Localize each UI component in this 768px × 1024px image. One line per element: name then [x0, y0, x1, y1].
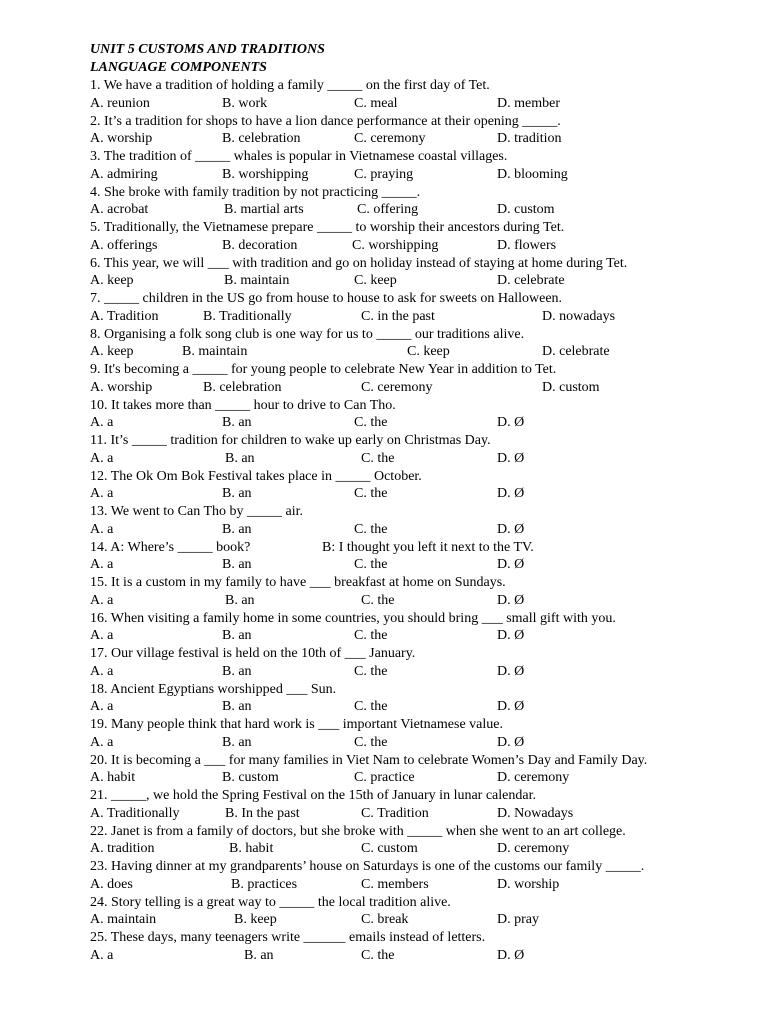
option-b[interactable]: B. decoration [222, 237, 298, 253]
option-c[interactable]: C. the [354, 557, 388, 573]
option-c[interactable]: C. break [361, 912, 409, 928]
option-d[interactable]: D. member [497, 95, 560, 111]
question-23 [90, 858, 730, 894]
option-c[interactable]: C. the [354, 521, 388, 537]
question-text: 21. _____, we hold the Spring Festival on the 15th of January in lunar calendar. [90, 788, 536, 803]
option-c[interactable]: C. the [361, 450, 395, 466]
question-text: 24. Story telling is a great way to _____ the local tradition alive. [90, 894, 451, 910]
question-text: 7. _____ children in the US go from house to house to ask for sweets on Halloween. [90, 291, 563, 306]
option-a[interactable]: A. a [90, 628, 114, 644]
question-stem-line [90, 148, 730, 166]
answer-options [90, 272, 730, 290]
option-d[interactable]: D. ceremony [497, 770, 570, 786]
option-a[interactable]: A. a [90, 947, 114, 963]
option-c[interactable]: C. ceremony [354, 131, 426, 147]
option-b[interactable]: B. an [222, 734, 252, 750]
question-list [90, 77, 730, 965]
option-d[interactable]: D. Ø [497, 592, 525, 608]
option-b[interactable]: B. an [244, 947, 274, 963]
option-b[interactable]: B. an [222, 663, 252, 679]
question-text: 15. It is a custom in my family to have ___ breakfast at home on Sundays. [90, 575, 506, 590]
option-b[interactable]: B. an [222, 486, 252, 502]
option-a[interactable]: A. worship [90, 131, 153, 147]
option-c[interactable]: C. ceremony [361, 379, 433, 395]
question-text: 12. The Ok Om Bok Festival takes place in _____ October. [90, 468, 422, 484]
question-text: 25. These days, many teenagers write ______ emails instead of letters. [90, 930, 486, 945]
question-20 [90, 752, 730, 788]
option-b[interactable]: B. celebration [222, 131, 301, 147]
question-stem-line [90, 858, 730, 876]
option-a[interactable]: A. a [90, 592, 114, 608]
option-b[interactable]: B. custom [222, 770, 279, 786]
option-c[interactable]: C. praying [354, 166, 414, 182]
question-2 [90, 113, 730, 149]
question-text: 10. It takes more than _____ hour to drive to Can Tho. [90, 397, 396, 413]
question-stem-line [90, 787, 730, 805]
question-text: 6. This year, we will ___ with tradition and go on holiday instead of staying at home during Tet. [90, 255, 628, 271]
option-d[interactable]: D. Ø [497, 415, 525, 431]
question-15 [90, 574, 730, 610]
option-d[interactable]: D. Ø [497, 663, 525, 679]
option-c[interactable]: C. the [361, 592, 395, 608]
answer-options [90, 627, 730, 645]
option-d[interactable]: D. Ø [497, 734, 525, 750]
option-a[interactable]: A. tradition [90, 841, 155, 857]
question-stem-line [90, 539, 730, 557]
option-b[interactable]: B. keep [234, 912, 277, 928]
answer-options [90, 237, 730, 255]
question-stem-line [90, 823, 730, 841]
option-a[interactable]: A. a [90, 699, 114, 715]
question-8 [90, 326, 730, 362]
option-a[interactable]: A. Tradition [90, 308, 159, 324]
option-a[interactable]: A. keep [90, 344, 134, 360]
option-a[interactable]: A. admiring [90, 166, 158, 182]
option-d[interactable]: D. tradition [497, 131, 562, 147]
answer-options [90, 734, 730, 752]
question-9 [90, 361, 730, 397]
answer-options [90, 130, 730, 148]
option-b[interactable]: B. an [222, 557, 252, 573]
answer-options [90, 343, 730, 361]
question-stem-line [90, 255, 730, 273]
question-text-part-2: B: I thought you left it next to the TV. [322, 539, 534, 555]
option-d[interactable]: D. nowadays [542, 308, 616, 324]
question-stem-line [90, 77, 730, 95]
option-b[interactable]: B. work [222, 95, 268, 111]
option-c[interactable]: C. keep [354, 273, 397, 289]
question-stem-line [90, 574, 730, 592]
question-17 [90, 645, 730, 681]
option-c[interactable]: C. meal [354, 95, 398, 111]
answer-options [90, 201, 730, 219]
question-text: 17. Our village festival is held on the 10th of ___ January. [90, 646, 416, 661]
answer-options [90, 769, 730, 787]
question-stem-line [90, 503, 730, 521]
option-c[interactable]: C. the [354, 699, 388, 715]
question-stem-line [90, 716, 730, 734]
option-c[interactable]: C. the [354, 628, 388, 644]
option-b[interactable]: B. an [222, 415, 252, 431]
answer-options [90, 521, 730, 539]
option-d[interactable]: D. pray [497, 912, 539, 928]
question-11 [90, 432, 730, 468]
section-title: LANGUAGE COMPONENTS [90, 60, 267, 75]
option-b[interactable]: B. celebration [203, 379, 282, 395]
option-b[interactable]: B. practices [231, 876, 298, 892]
question-text: 16. When visiting a family home in some countries, you should bring ___ small gift with you. [90, 610, 616, 626]
answer-options [90, 911, 730, 929]
question-text: 19. Many people think that hard work is ___ important Vietnamese value. [90, 717, 503, 732]
option-b[interactable]: B. an [225, 450, 255, 466]
answer-options [90, 95, 730, 113]
option-d[interactable]: D. Ø [497, 450, 525, 466]
answer-options [90, 308, 730, 326]
option-d[interactable]: D. flowers [497, 237, 557, 253]
question-stem-line [90, 752, 730, 770]
question-stem-line [90, 681, 730, 699]
question-stem-line [90, 432, 730, 450]
option-d[interactable]: D. blooming [497, 166, 568, 182]
question-4 [90, 184, 730, 220]
option-a[interactable]: A. maintain [90, 912, 157, 928]
option-c[interactable]: C. custom [361, 841, 418, 857]
question-stem-line [90, 894, 730, 912]
question-text: 8. Organising a folk song club is one way for us to _____ our traditions alive. [90, 326, 525, 342]
option-b[interactable]: B. maintain [182, 344, 248, 360]
option-d[interactable]: D. Ø [497, 557, 525, 573]
question-25 [90, 929, 730, 965]
question-6 [90, 255, 730, 291]
option-a[interactable]: A. offerings [90, 237, 158, 253]
question-5 [90, 219, 730, 255]
option-b[interactable]: B. an [222, 699, 252, 715]
option-c[interactable]: C. keep [407, 344, 450, 360]
question-text: 13. We went to Can Tho by _____ air. [90, 504, 304, 519]
option-c[interactable]: C. the [354, 663, 388, 679]
option-d[interactable]: D. ceremony [497, 841, 570, 857]
question-stem-line [90, 361, 730, 379]
option-a[interactable]: A. habit [90, 770, 136, 786]
answer-options [90, 414, 730, 432]
question-text: 4. She broke with family tradition by not practicing _____. [90, 184, 421, 200]
option-d[interactable]: D. celebrate [497, 273, 565, 289]
option-b[interactable]: B. In the past [225, 805, 300, 821]
option-a[interactable]: A. does [90, 876, 133, 892]
answer-options [90, 947, 730, 965]
option-d[interactable]: D. Ø [497, 521, 525, 537]
option-a[interactable]: A. a [90, 415, 114, 431]
question-16 [90, 610, 730, 646]
option-a[interactable]: A. worship [90, 379, 153, 395]
question-text: 2. It’s a tradition for shops to have a lion dance performance at their opening _____. [90, 113, 561, 129]
option-a[interactable]: A. Traditionally [90, 805, 180, 821]
option-d[interactable]: D. celebrate [542, 344, 610, 360]
option-a[interactable]: A. a [90, 734, 114, 750]
option-c[interactable]: C. practice [354, 770, 415, 786]
option-a[interactable]: A. a [90, 450, 114, 466]
answer-options [90, 485, 730, 503]
question-text: 23. Having dinner at my grandparents’ house on Saturdays is one of the customs our family _____. [90, 859, 645, 874]
option-c[interactable]: C. the [354, 734, 388, 750]
option-c[interactable]: C. in the past [361, 308, 435, 324]
question-10 [90, 397, 730, 433]
question-stem-line [90, 468, 730, 486]
worksheet-content [90, 41, 730, 965]
answer-options [90, 805, 730, 823]
question-18 [90, 681, 730, 717]
question-text: 18. Ancient Egyptians worshipped ___ Sun. [90, 681, 337, 697]
option-b[interactable]: B. martial arts [224, 202, 304, 218]
option-b[interactable]: B. Traditionally [203, 308, 292, 324]
question-stem-line [90, 929, 730, 947]
option-c[interactable]: C. the [354, 486, 388, 502]
question-stem-line [90, 397, 730, 415]
option-a[interactable]: A. a [90, 557, 114, 573]
option-d[interactable]: D. worship [497, 876, 560, 892]
option-d[interactable]: D. Ø [497, 699, 525, 715]
question-text: 20. It is becoming a ___ for many families in Viet Nam to celebrate Women’s Day and Family Day. [90, 752, 648, 768]
answer-options [90, 556, 730, 574]
option-a[interactable]: A. acrobat [90, 202, 149, 218]
option-a[interactable]: A. keep [90, 273, 134, 289]
question-text: 9. It's becoming a _____ for young people to celebrate New Year in addition to Tet. [90, 362, 557, 377]
question-text: 1. We have a tradition of holding a family _____ on the first day of Tet. [90, 78, 490, 93]
question-stem-line [90, 645, 730, 663]
question-text: 14. A: Where’s _____ book? [90, 539, 251, 555]
option-d[interactable]: D. custom [542, 379, 600, 395]
question-24 [90, 894, 730, 930]
answer-options [90, 663, 730, 681]
option-a[interactable]: A. reunion [90, 95, 150, 111]
question-stem-line [90, 326, 730, 344]
option-b[interactable]: B. habit [229, 841, 274, 857]
unit-title: UNIT 5 CUSTOMS AND TRADITIONS [90, 42, 325, 57]
answer-options [90, 876, 730, 894]
question-3 [90, 148, 730, 184]
option-d[interactable]: D. Nowadays [497, 805, 574, 821]
option-b[interactable]: B. an [225, 592, 255, 608]
question-12 [90, 468, 730, 504]
answer-options [90, 379, 730, 397]
answer-options [90, 840, 730, 858]
question-stem-line [90, 184, 730, 202]
option-c[interactable]: C. the [361, 947, 395, 963]
option-b[interactable]: B. maintain [224, 273, 290, 289]
question-stem-line [90, 219, 730, 237]
answer-options [90, 592, 730, 610]
option-a[interactable]: A. a [90, 663, 114, 679]
option-d[interactable]: D. Ø [497, 947, 525, 963]
question-text: 3. The tradition of _____ whales is popular in Vietnamese coastal villages. [90, 149, 508, 164]
question-stem-line [90, 610, 730, 628]
question-stem-line [90, 290, 730, 308]
question-text: 5. Traditionally, the Vietnamese prepare _____ to worship their ancestors during Tet. [90, 220, 565, 235]
option-b[interactable]: B. an [222, 521, 252, 537]
option-b[interactable]: B. worshipping [222, 166, 309, 182]
question-14 [90, 539, 730, 575]
question-text: 11. It’s _____ tradition for children to wake up early on Christmas Day. [90, 433, 491, 448]
question-22 [90, 823, 730, 859]
option-c[interactable]: C. members [361, 876, 429, 892]
answer-options [90, 698, 730, 716]
answer-options [90, 450, 730, 468]
option-a[interactable]: A. a [90, 486, 114, 502]
option-c[interactable]: C. worshipping [352, 237, 439, 253]
question-text: 22. Janet is from a family of doctors, but she broke with _____ when she went to an art college. [90, 823, 626, 839]
question-19 [90, 716, 730, 752]
question-1 [90, 77, 730, 113]
option-c[interactable]: C. offering [357, 202, 419, 218]
option-d[interactable]: D. custom [497, 202, 555, 218]
question-stem-line [90, 113, 730, 131]
question-7 [90, 290, 730, 326]
option-c[interactable]: C. the [354, 415, 388, 431]
option-c[interactable]: C. Tradition [361, 805, 429, 821]
option-d[interactable]: D. Ø [497, 486, 525, 502]
option-d[interactable]: D. Ø [497, 628, 525, 644]
option-b[interactable]: B. an [222, 628, 252, 644]
answer-options [90, 166, 730, 184]
question-13 [90, 503, 730, 539]
option-a[interactable]: A. a [90, 521, 114, 537]
question-21 [90, 787, 730, 823]
